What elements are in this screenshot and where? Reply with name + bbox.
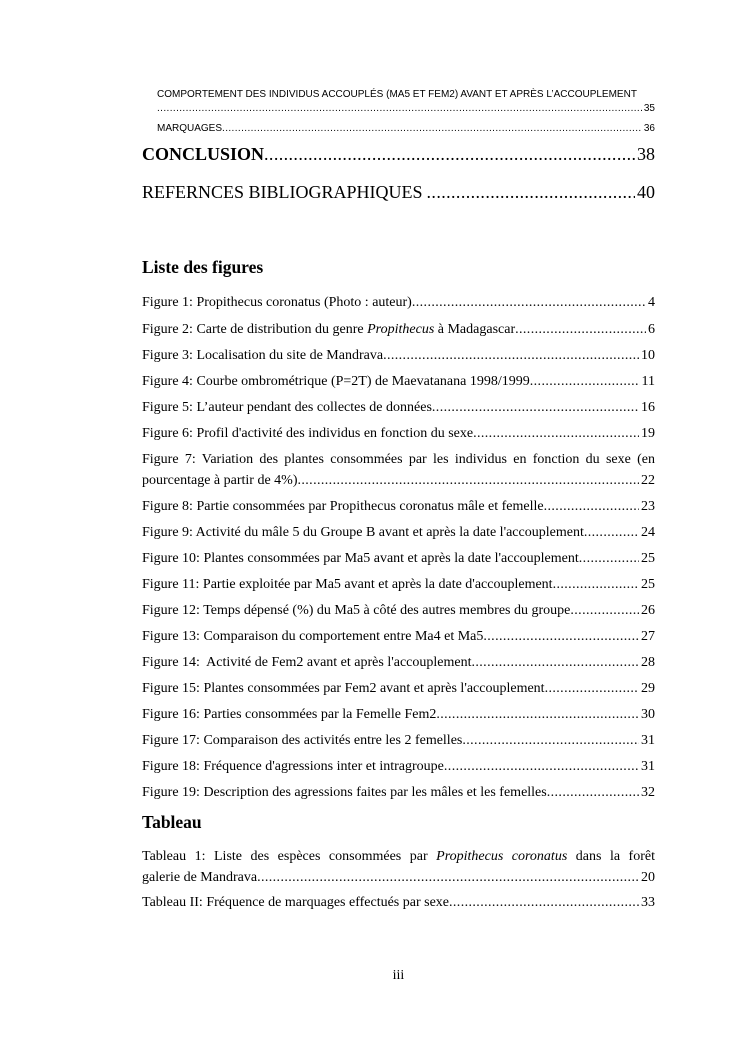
leader-dots [579,551,639,567]
figure-label: Figure 1: Propithecus coronatus (Photo : auteur) [142,295,412,310]
figure-page-number: 11 [641,374,655,389]
figure-page-number: 4 [648,295,655,310]
table-label: Tableau 1: Liste des espèces consommées par Propithecus coronatus dans la forêt [142,849,655,864]
figure-entry[interactable] [142,733,655,749]
figure-entry[interactable] [142,551,655,567]
figure-label: Figure 16: Parties consommées par la Femelle Fem2 [142,707,437,722]
figure-label: Figure 2: Carte de distribution du genre Propithecus à Madagascar [142,322,516,337]
leader-dots [530,374,640,390]
leader-dots [483,629,639,645]
toc-entry-label: CONCLUSION [142,144,265,164]
figures-heading: Liste des figures [142,257,264,277]
figure-page-number: 6 [648,322,655,337]
figure-page-number: 27 [641,629,655,644]
leader-dots [444,759,639,775]
table-page-number: 33 [641,895,655,910]
figure-entry[interactable] [142,348,655,364]
figure-label: Figure 12: Temps dépensé (%) du Ma5 à côté des autres membres du groupe [142,603,571,618]
figure-entry[interactable] [142,785,655,801]
figure-label: Figure 18: Fréquence d'agressions inter et intragroupe [142,759,444,774]
leader-dots [264,144,635,165]
figure-label: Figure 11: Partie exploitée par Ma5 avant et après la date d'accouplement [142,577,553,592]
table-entry[interactable] [142,895,655,911]
figure-page-number: 16 [641,400,655,415]
figure-page-number: 24 [641,525,655,540]
leader-dots [412,295,646,311]
figure-entry[interactable] [142,707,655,723]
figure-entry[interactable] [142,525,655,541]
figure-entry[interactable] [142,759,655,775]
leader-dots [547,785,639,801]
figure-entry[interactable] [142,322,655,338]
toc-entry-label: REFERNCES BIBLIOGRAPHIQUES [142,182,423,202]
toc-entry-label: COMPORTEMENT DES INDIVIDUS ACCOUPLÉS (MA5 ET FEM2) AVANT ET APRÈS L’ACCOUPLEMENT [157,89,637,100]
figure-label: Figure 7: Variation des plantes consommées par les individus en fonction du sexe (en [142,452,655,467]
footer-page-number: iii [392,968,405,983]
toc-entry-conclusion[interactable] [142,144,655,165]
figure-label: Figure 6: Profil d'activité des individus en fonction du sexe [142,426,474,441]
figure-entry[interactable] [142,681,655,697]
figure-page-number: 31 [641,759,655,774]
figure-page-number: 29 [641,681,655,696]
leader-dots [584,525,639,541]
figure-page-number: 25 [641,551,655,566]
leader-dots [257,870,639,886]
leader-dots [383,348,639,364]
leader-dots [436,707,639,723]
leader-dots [544,499,639,515]
figure-page-number: 31 [641,733,655,748]
figure-label: Figure 19: Description des agressions faites par les mâles et les femelles [142,785,547,800]
figure-page-number: 10 [641,348,655,363]
leader-dots [157,103,642,114]
leader-dots [449,895,639,911]
toc-page-number: 38 [637,144,655,164]
figure-entry[interactable] [142,426,655,442]
table-entry[interactable] [142,849,655,886]
figure-page-number: 30 [641,707,655,722]
figure-entry[interactable] [142,452,655,489]
figure-entry[interactable] [142,400,655,416]
figure-entry[interactable] [142,577,655,593]
figure-label: Figure 13: Comparaison du comportement entre Ma4 et Ma5 [142,629,484,644]
leader-dots [471,655,639,671]
leader-dots [222,123,642,134]
leader-dots [515,322,646,338]
figure-entry[interactable] [142,603,655,619]
leader-dots [545,681,639,697]
figure-page-number: 19 [641,426,655,441]
toc-entry-marquages[interactable] [157,123,655,134]
toc-page-number: 35 [643,103,655,114]
figure-label: Figure 3: Localisation du site de Mandrava [142,348,384,363]
table-label: Tableau II: Fréquence de marquages effectués par sexe [142,895,449,910]
toc-entry-label: MARQUAGES [157,123,223,134]
figure-page-number: 28 [641,655,655,670]
toc-page-number: 40 [637,182,655,202]
leader-dots [297,473,639,489]
figure-label: Figure 15: Plantes consommées par Fem2 avant et après l'accouplement [142,681,545,696]
toc-entry-references[interactable] [142,182,655,203]
tables-heading: Tableau [142,812,202,832]
figure-page-number: 26 [641,603,655,618]
figure-entry[interactable] [142,295,655,311]
figure-page-number: 23 [641,499,655,514]
figure-label-continued: pourcentage à partir de 4%) [142,473,298,488]
leader-dots [553,577,639,593]
figure-label: Figure 8: Partie consommées par Propithecus coronatus mâle et femelle [142,499,544,514]
toc-entry-comportement[interactable] [157,89,655,114]
leader-dots [570,603,639,619]
figure-label: Figure 9: Activité du mâle 5 du Groupe B avant et après la date l'accouplement [142,525,584,540]
table-page-number: 20 [641,870,655,885]
figure-entry[interactable] [142,374,655,390]
toc-page-number: 36 [643,123,655,134]
leader-dots [462,733,639,749]
figure-page-number: 25 [641,577,655,592]
figure-page-number: 22 [641,473,655,488]
figure-label: Figure 17: Comparaison des activités entre les 2 femelles [142,733,463,748]
figure-label: Figure 10: Plantes consommées par Ma5 avant et après la date l'accouplement [142,551,579,566]
figure-page-number: 32 [641,785,655,800]
figure-entry[interactable] [142,499,655,515]
figure-entry[interactable] [142,629,655,645]
leader-dots [427,182,635,203]
table-label-continued: galerie de Mandrava [142,870,258,885]
figure-entry[interactable] [142,655,655,671]
leader-dots [473,426,639,442]
leader-dots [432,400,639,416]
figure-label: Figure 14: Activité de Fem2 avant et après l'accouplement [142,655,472,670]
figure-label: Figure 5: L’auteur pendant des collectes de données [142,400,432,415]
figure-label: Figure 4: Courbe ombrométrique (P=2T) de Maevatanana 1998/1999 [142,374,530,389]
